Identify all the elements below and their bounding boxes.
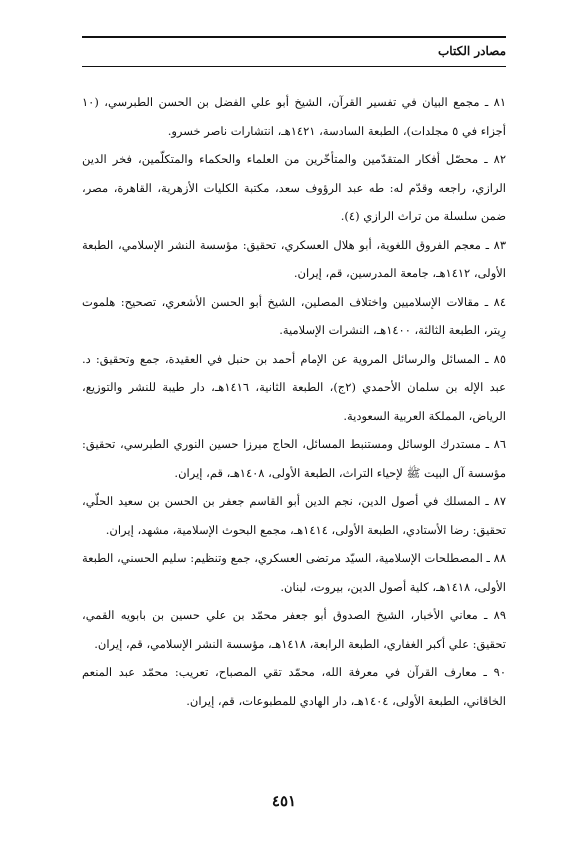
entry-number: ٨٨ bbox=[493, 551, 506, 565]
running-header-title: مصادر الكتاب bbox=[438, 44, 506, 58]
page-number: ٤٥١ bbox=[271, 792, 297, 810]
running-header bbox=[82, 36, 506, 70]
entry-text: معاني الأخبار، الشيخ الصدوق أبو جعفر محمّد بن علي حسين بن بابويه القمي، تحقيق: علي أكبر الغفاري، الطبعة الرابعة، ١٤١٨هـ، مؤسسة النشر الإسلامي، قم، إيران. bbox=[82, 608, 506, 651]
header-bottom-rule bbox=[82, 66, 506, 67]
entry-text: المسلك في أصول الدين، نجم الدين أبو القاسم جعفر بن الحسن بن سعيد الحلّي، تحقيق: رضا الأستادي، الطبعة الأولى، ١٤١٤هـ، مجمع البحوث الإسلامية، مشهد، إيران. bbox=[82, 494, 506, 537]
entry-number: ٨١ bbox=[493, 95, 506, 109]
entry-text: معارف القرآن في معرفة الله، محمّد تقي المصباح، تعريب: محمّد عبد المنعم الخاقاني، الطبعة الأولى، ١٤٠٤هـ، دار الهادي للمطبوعات، قم، إيران. bbox=[82, 665, 506, 708]
entry-text: المصطلحات الإسلامية، السيّد مرتضى العسكري، جمع وتنظيم: سليم الحسني، الطبعة الأولى، ١٤١٨هـ، كلية أصول الدين، بيروت، لبنان. bbox=[82, 551, 506, 594]
bibliography-entry: ٨٢ ـ محصّل أفكار المتقدّمين والمتأخّرين من العلماء والحكماء والمتكلّمين، فخر الدين الرازي، راجعه وقدّم له: طه عبد الرؤوف سعد، مكتبة الكليات الأزهرية، القاهرة، مصر، ضمن سلسلة من تراث الرازي (٤). bbox=[82, 152, 506, 223]
bibliography-entry: ٨٣ ـ معجم الفروق اللغوية، أبو هلال العسكري، تحقيق: مؤسسة النشر الإسلامي، الطبعة الأولى، ١٤١٢هـ، جامعة المدرسين، قم، إيران. bbox=[82, 237, 507, 280]
bibliography-list bbox=[82, 88, 506, 715]
entry-text: محصّل أفكار المتقدّمين والمتأخّرين من العلماء والحكماء والمتكلّمين، فخر الدين الرازي، راجعه وقدّم له: طه عبد الرؤوف سعد، مكتبة الكليات الأزهرية، القاهرة، مصر، ضمن سلسلة من تراث الرازي (٤). bbox=[82, 152, 506, 223]
entry-number: ٨٤ bbox=[493, 294, 506, 309]
bibliography-entry: ٨٤ ـ مقالات الإسلاميين واختلاف المصلين، الشيخ أبو الحسن الأشعري، تصحيح: هلموت رِيتر، الطبعة الثالثة، ١٤٠٠هـ، النشرات الإسلامية. bbox=[82, 294, 506, 337]
bibliography-entry: ٨٥ ـ المسائل والرسائل المروية عن الإمام أحمد بن حنبل في العقيدة، جمع وتحقيق: د. عبد الإله بن سلمان الأحمدي (٢ج)، الطبعة الثانية، ١٤١٦هـ، دار طيبة للنشر والتوزيع، الرياض، المملكة العربية السعودية. bbox=[82, 351, 507, 423]
entry-number: ٨٥ bbox=[493, 351, 506, 366]
bibliography-entry: ٩٠ ـ معارف القرآن في معرفة الله، محمّد تقي المصباح، تعريب: محمّد عبد المنعم الخاقاني، الطبعة الأولى، ١٤٠٤هـ، دار الهادي للمطبوعات، قم، إيران. bbox=[82, 665, 506, 708]
entry-number: ٨٩ bbox=[493, 608, 506, 622]
entry-text: مستدرك الوسائل ومستنبط المسائل، الحاج ميرزا حسين النوري الطبرسي، تحقيق: مؤسسة آل البيت ﷺ لإحياء التراث، الطبعة الأولى، ١٤٠٨هـ، قم، إيران. bbox=[82, 437, 506, 480]
bibliography-entry: ٨٩ ـ معاني الأخبار، الشيخ الصدوق أبو جعفر محمّد بن علي حسين بن بابويه القمي، تحقيق: علي أكبر الغفاري، الطبعة الرابعة، ١٤١٨هـ، مؤسسة النشر الإسلامي، قم، إيران. bbox=[82, 608, 506, 651]
entry-number: ٩٠ bbox=[493, 665, 506, 679]
entry-text: معجم الفروق اللغوية، أبو هلال العسكري، تحقيق: مؤسسة النشر الإسلامي، الطبعة الأولى، ١٤١٢هـ، جامعة المدرسين، قم، إيران. bbox=[82, 237, 506, 280]
entry-number: ٨٢ bbox=[493, 152, 506, 166]
bibliography-entry: ٨٨ ـ المصطلحات الإسلامية، السيّد مرتضى العسكري، جمع وتنظيم: سليم الحسني، الطبعة الأولى، ١٤١٨هـ، كلية أصول الدين، بيروت، لبنان. bbox=[82, 551, 506, 594]
bibliography-entry: ٨١ ـ مجمع البيان في تفسير القرآن، الشيخ أبو علي الفضل بن الحسن الطبرسي، (١٠ أجزاء في ٥ مجلدات)، الطبعة السادسة، ١٤٢١هـ، انتشارات ناصر خسرو. bbox=[82, 95, 506, 138]
entry-number: ٨٦ bbox=[493, 437, 506, 451]
entry-number: ٨٣ bbox=[493, 237, 507, 252]
entry-number: ٨٧ bbox=[493, 494, 507, 508]
header-top-rule bbox=[82, 36, 506, 38]
entry-text: مجمع البيان في تفسير القرآن، الشيخ أبو علي الفضل بن الحسن الطبرسي، (١٠ أجزاء في ٥ مجلدات)، الطبعة السادسة، ١٤٢١هـ، انتشارات ناصر خسرو. bbox=[82, 95, 506, 138]
entry-text: مقالات الإسلاميين واختلاف المصلين، الشيخ أبو الحسن الأشعري، تصحيح: هلموت رِيتر، الطبعة الثالثة، ١٤٠٠هـ، النشرات الإسلامية. bbox=[82, 294, 506, 337]
bibliography-entry: ٨٦ ـ مستدرك الوسائل ومستنبط المسائل، الحاج ميرزا حسين النوري الطبرسي، تحقيق: مؤسسة آل البيت ﷺ لإحياء التراث، الطبعة الأولى، ١٤٠٨هـ، قم، إيران. bbox=[82, 437, 506, 480]
bibliography-entry: ٨٧ ـ المسلك في أصول الدين، نجم الدين أبو القاسم جعفر بن الحسن بن سعيد الحلّي، تحقيق: رضا الأستادي، الطبعة الأولى، ١٤١٤هـ، مجمع البحوث الإسلامية، مشهد، إيران. bbox=[82, 494, 507, 537]
entry-text: المسائل والرسائل المروية عن الإمام أحمد بن حنبل في العقيدة، جمع وتحقيق: د. عبد الإله بن سلمان الأحمدي (٢ج)، الطبعة الثانية، ١٤١٦هـ، دار طيبة للنشر والتوزيع، الرياض، المملكة العربية السعودية. bbox=[82, 351, 507, 423]
